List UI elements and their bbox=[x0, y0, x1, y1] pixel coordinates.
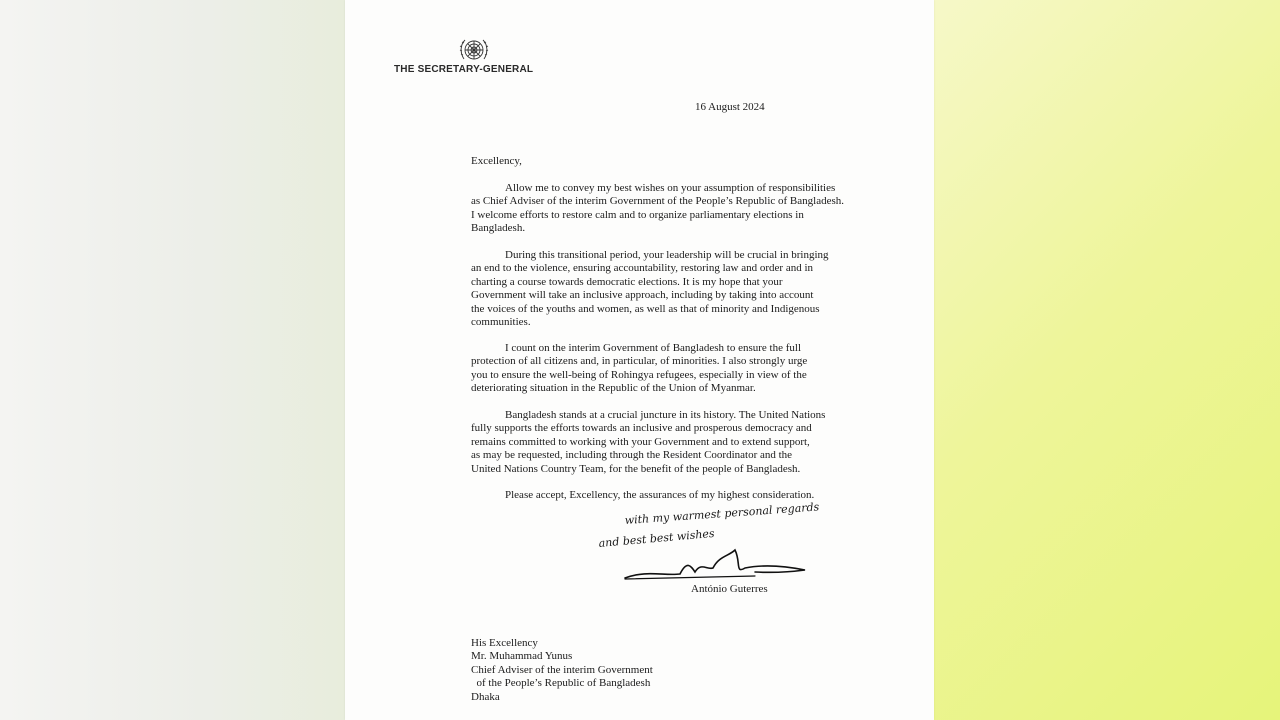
paragraph-line: as may be requested, including through the Resident Coordinator and the bbox=[471, 449, 793, 462]
handwritten-signature bbox=[595, 500, 865, 590]
paragraph-line: an end to the violence, ensuring accountability, restoring law and order and in bbox=[471, 262, 814, 275]
signatory-name: António Guterres bbox=[691, 583, 768, 595]
closing-line: Please accept, Excellency, the assurances of my highest consideration. bbox=[505, 489, 815, 501]
recipient-line: Mr. Muhammad Yunus bbox=[471, 650, 573, 663]
background-right bbox=[934, 0, 1280, 720]
paragraph-line: I welcome efforts to restore calm and to organize parliamentary elections in bbox=[471, 208, 804, 221]
paragraph-line: protection of all citizens and, in particular, of minorities. I also strongly urge bbox=[471, 355, 808, 368]
handwritten-note-line-1: with my warmest personal regards bbox=[624, 500, 820, 527]
paragraph-4 bbox=[471, 409, 871, 476]
paragraph-line: Government will take an inclusive approach, including by taking into account bbox=[471, 289, 814, 302]
paragraph-line: charting a course towards democratic elections. It is my hope that your bbox=[471, 275, 783, 288]
recipient-line: Chief Adviser of the interim Government bbox=[471, 663, 653, 676]
paragraph-line: During this transitional period, your leadership will be crucial in bringing bbox=[505, 249, 829, 261]
un-emblem-icon bbox=[456, 35, 492, 67]
paragraph-line: you to ensure the well-being of Rohingya refugees, especially in view of the bbox=[471, 368, 807, 381]
salutation: Excellency, bbox=[471, 155, 522, 167]
paragraph-line: deteriorating situation in the Republic of the Union of Myanmar. bbox=[471, 382, 756, 395]
paragraph-line: Bangladesh. bbox=[471, 222, 526, 235]
paragraph-line: fully supports the efforts towards an inclusive and prosperous democracy and bbox=[471, 422, 812, 435]
background-left bbox=[0, 0, 345, 720]
recipient-line: Dhaka bbox=[471, 690, 500, 703]
paragraph-1 bbox=[471, 182, 871, 236]
recipient-line: His Excellency bbox=[471, 637, 538, 649]
recipient-line: of the People’s Republic of Bangladesh bbox=[471, 677, 651, 690]
paragraph-line: Allow me to convey my best wishes on your assumption of responsibilities bbox=[505, 182, 836, 194]
letter-page bbox=[345, 0, 934, 720]
paragraph-line: communities. bbox=[471, 316, 531, 329]
letterhead-title: THE SECRETARY-GENERAL bbox=[394, 64, 534, 75]
paragraph-3 bbox=[471, 342, 871, 396]
paragraph-line: as Chief Adviser of the interim Government of the People’s Republic of Bangladesh. bbox=[471, 195, 845, 208]
paragraph-line: remains committed to working with your Government and to extend support, bbox=[471, 435, 810, 448]
paragraph-line: Bangladesh stands at a crucial juncture in its history. The United Nations bbox=[505, 409, 826, 421]
paragraph-line: United Nations Country Team, for the benefit of the people of Bangladesh. bbox=[471, 462, 801, 475]
paragraph-line: I count on the interim Government of Bangladesh to ensure the full bbox=[505, 342, 802, 354]
letter-date: 16 August 2024 bbox=[695, 101, 765, 113]
recipient-address bbox=[471, 637, 653, 704]
handwritten-note-line-2: and best best wishes bbox=[598, 526, 716, 550]
paragraph-line: the voices of the youths and women, as well as that of minority and Indigenous bbox=[471, 302, 820, 315]
paragraph-2 bbox=[471, 249, 871, 329]
